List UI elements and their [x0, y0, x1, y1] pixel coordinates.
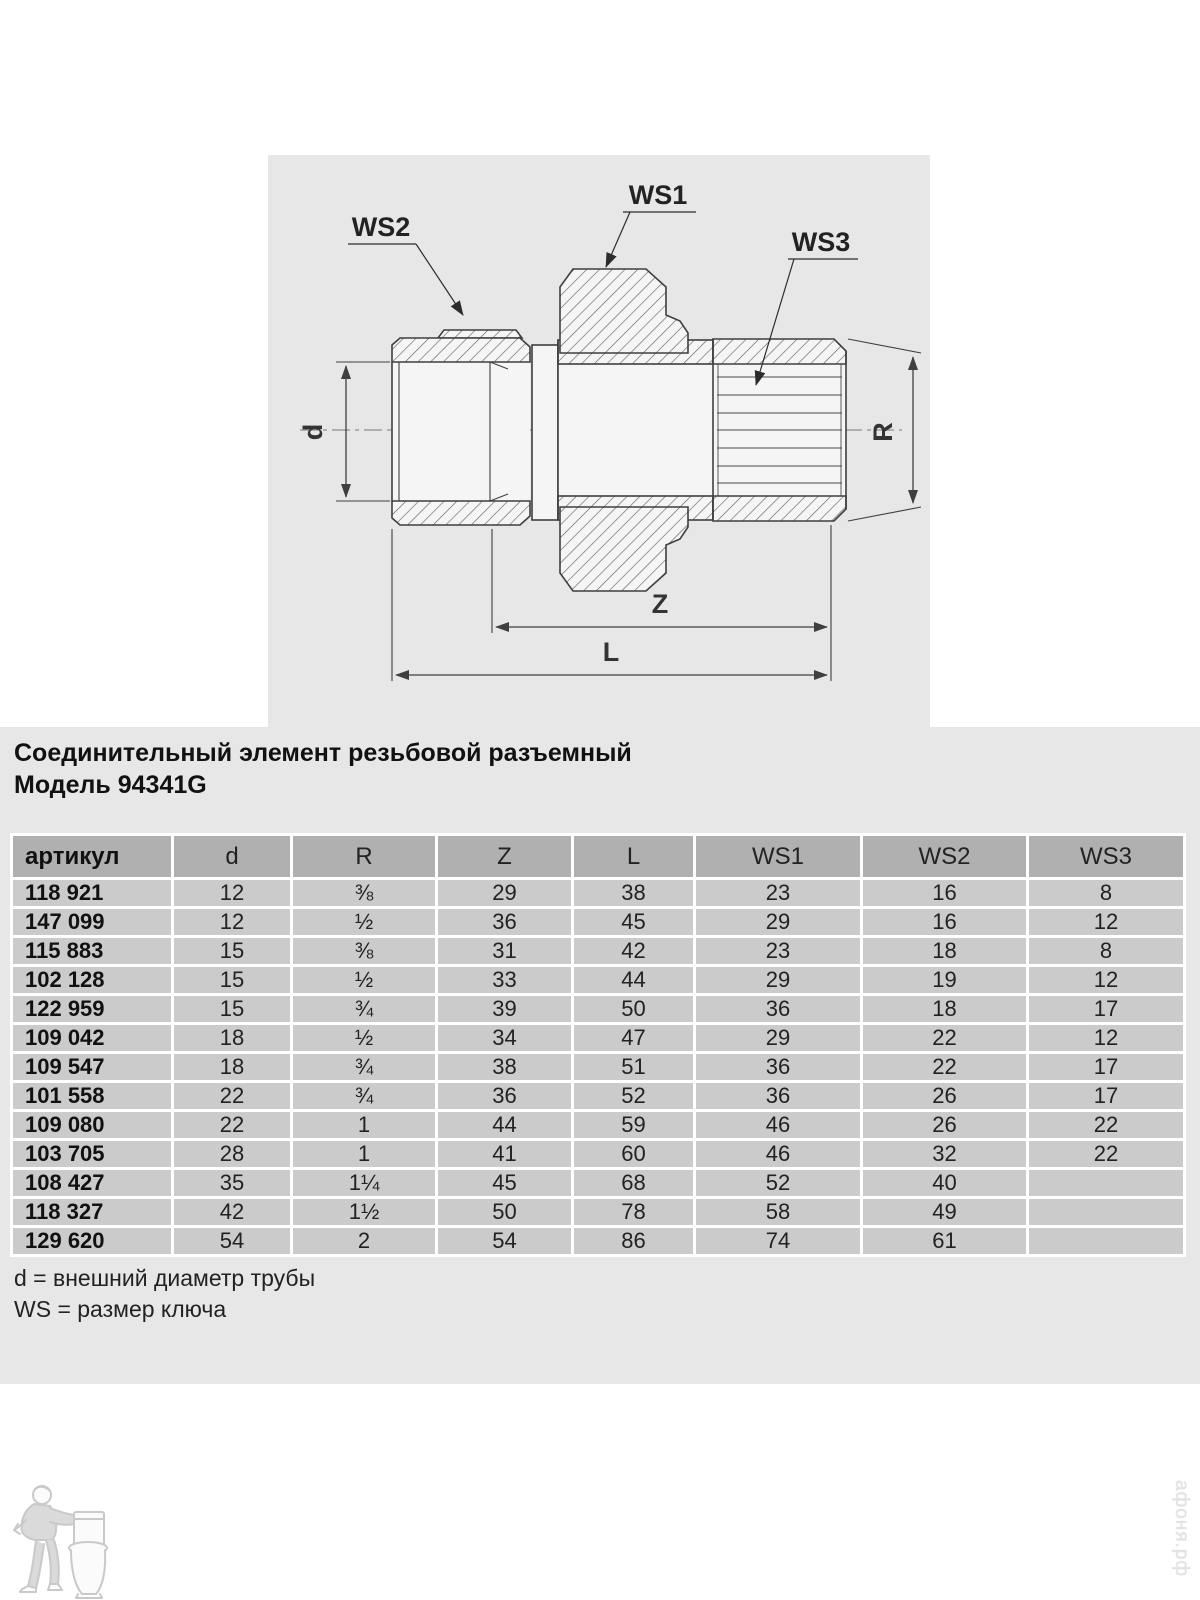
value-cell: 45: [438, 1170, 571, 1196]
column-header: WS3: [1029, 836, 1183, 877]
value-cell: 23: [696, 880, 860, 906]
table-row: [13, 1054, 1183, 1080]
footnotes: [14, 1263, 315, 1325]
value-cell: 12: [174, 909, 290, 935]
model-number: Модель 94341G: [14, 771, 207, 799]
value-cell: 36: [438, 1083, 571, 1109]
value-cell: 35: [174, 1170, 290, 1196]
table-row: [13, 1112, 1183, 1138]
ws3-label: WS3: [791, 227, 851, 257]
article-cell: 103 705: [13, 1141, 171, 1167]
value-cell: [1029, 1199, 1183, 1225]
article-cell: 147 099: [13, 909, 171, 935]
value-cell: 44: [438, 1112, 571, 1138]
right-socket: [713, 339, 846, 521]
column-header: Z: [438, 836, 571, 877]
value-cell: 1½: [293, 1199, 435, 1225]
dim-d: [336, 362, 390, 501]
value-cell: 47: [574, 1025, 693, 1051]
value-cell: 22: [1029, 1141, 1183, 1167]
table-row: [13, 909, 1183, 935]
value-cell: 26: [863, 1112, 1026, 1138]
spec-table: [10, 833, 1186, 1257]
value-cell: 12: [1029, 909, 1183, 935]
value-cell: 68: [574, 1170, 693, 1196]
value-cell: 2: [293, 1228, 435, 1254]
value-cell: 19: [863, 967, 1026, 993]
value-cell: 78: [574, 1199, 693, 1225]
ws2-label: WS2: [351, 212, 411, 242]
value-cell: 23: [696, 938, 860, 964]
value-cell: 45: [574, 909, 693, 935]
article-cell: 109 080: [13, 1112, 171, 1138]
value-cell: 36: [438, 909, 571, 935]
value-cell: 29: [696, 967, 860, 993]
table-row: [13, 1170, 1183, 1196]
value-cell: 17: [1029, 1083, 1183, 1109]
column-header: R: [293, 836, 435, 877]
value-cell: 39: [438, 996, 571, 1022]
column-header: WS2: [863, 836, 1026, 877]
collar: [532, 345, 558, 520]
article-cell: 109 042: [13, 1025, 171, 1051]
value-cell: 22: [174, 1083, 290, 1109]
article-cell: 109 547: [13, 1054, 171, 1080]
column-header: L: [574, 836, 693, 877]
value-cell: ⅜: [293, 880, 435, 906]
dim-z-label: Z: [651, 589, 669, 619]
page-title: Соединительный элемент резьбовой разъемный: [14, 739, 632, 767]
value-cell: ⅜: [293, 938, 435, 964]
diagram-panel: [268, 155, 930, 727]
value-cell: 16: [863, 880, 1026, 906]
table-row: [13, 880, 1183, 906]
plumber-watermark-logo: [12, 1482, 132, 1600]
value-cell: 54: [438, 1228, 571, 1254]
value-cell: 26: [863, 1083, 1026, 1109]
article-cell: 115 883: [13, 938, 171, 964]
value-cell: 15: [174, 996, 290, 1022]
article-cell: 122 959: [13, 996, 171, 1022]
value-cell: 29: [696, 909, 860, 935]
value-cell: 52: [696, 1170, 860, 1196]
value-cell: 17: [1029, 996, 1183, 1022]
value-cell: 22: [174, 1112, 290, 1138]
value-cell: 31: [438, 938, 571, 964]
value-cell: 15: [174, 938, 290, 964]
table-body: [13, 880, 1183, 1254]
table-row: [13, 1083, 1183, 1109]
table-row: [13, 996, 1183, 1022]
table-row: [13, 1025, 1183, 1051]
value-cell: ¾: [293, 1083, 435, 1109]
value-cell: 17: [1029, 1054, 1183, 1080]
article-cell: 102 128: [13, 967, 171, 993]
value-cell: 33: [438, 967, 571, 993]
note-d: d = внешний диаметр трубы: [14, 1265, 316, 1291]
table-row: [13, 1199, 1183, 1225]
article-cell: 101 558: [13, 1083, 171, 1109]
value-cell: 32: [863, 1141, 1026, 1167]
title-block: [14, 737, 632, 801]
value-cell: 50: [438, 1199, 571, 1225]
value-cell: 40: [863, 1170, 1026, 1196]
value-cell: ½: [293, 1025, 435, 1051]
value-cell: 18: [863, 996, 1026, 1022]
value-cell: 46: [696, 1112, 860, 1138]
value-cell: 74: [696, 1228, 860, 1254]
value-cell: 8: [1029, 938, 1183, 964]
value-cell: 61: [863, 1228, 1026, 1254]
value-cell: 22: [1029, 1112, 1183, 1138]
value-cell: 86: [574, 1228, 693, 1254]
table-row: [13, 1141, 1183, 1167]
table-row: [13, 1228, 1183, 1254]
value-cell: 12: [1029, 1025, 1183, 1051]
ws1-leader: [606, 212, 696, 267]
value-cell: 51: [574, 1054, 693, 1080]
value-cell: 54: [174, 1228, 290, 1254]
value-cell: 36: [696, 996, 860, 1022]
value-cell: 22: [863, 1054, 1026, 1080]
value-cell: 29: [696, 1025, 860, 1051]
value-cell: ½: [293, 909, 435, 935]
fitting-section-drawing: [268, 155, 930, 727]
left-socket: [392, 330, 530, 525]
value-cell: 1: [293, 1112, 435, 1138]
column-header: d: [174, 836, 290, 877]
value-cell: 42: [174, 1199, 290, 1225]
value-cell: [1029, 1170, 1183, 1196]
article-cell: 108 427: [13, 1170, 171, 1196]
ws1-label: WS1: [628, 180, 688, 210]
value-cell: 59: [574, 1112, 693, 1138]
table-row: [13, 938, 1183, 964]
column-header-article: артикул: [13, 836, 171, 877]
value-cell: 38: [438, 1054, 571, 1080]
value-cell: 36: [696, 1083, 860, 1109]
table-header: [13, 836, 1183, 877]
value-cell: 46: [696, 1141, 860, 1167]
value-cell: 50: [574, 996, 693, 1022]
value-cell: 1: [293, 1141, 435, 1167]
table-row: [13, 967, 1183, 993]
value-cell: 49: [863, 1199, 1026, 1225]
value-cell: 18: [863, 938, 1026, 964]
value-cell: [1029, 1228, 1183, 1254]
note-ws: WS = размер ключа: [14, 1296, 227, 1322]
value-cell: ¾: [293, 1054, 435, 1080]
dim-r-label: R: [868, 422, 898, 442]
value-cell: 42: [574, 938, 693, 964]
value-cell: 34: [438, 1025, 571, 1051]
value-cell: 29: [438, 880, 571, 906]
value-cell: 41: [438, 1141, 571, 1167]
value-cell: 15: [174, 967, 290, 993]
site-watermark: афоня.рф: [1171, 1480, 1192, 1578]
value-cell: 44: [574, 967, 693, 993]
value-cell: 18: [174, 1054, 290, 1080]
value-cell: ½: [293, 967, 435, 993]
value-cell: 16: [863, 909, 1026, 935]
article-cell: 118 327: [13, 1199, 171, 1225]
value-cell: 28: [174, 1141, 290, 1167]
dim-d-label: d: [298, 423, 328, 441]
content-band: [0, 727, 1200, 1384]
value-cell: 12: [174, 880, 290, 906]
value-cell: ¾: [293, 996, 435, 1022]
value-cell: 12: [1029, 967, 1183, 993]
value-cell: 22: [863, 1025, 1026, 1051]
value-cell: 58: [696, 1199, 860, 1225]
value-cell: 18: [174, 1025, 290, 1051]
article-cell: 118 921: [13, 880, 171, 906]
adapter-body: [558, 340, 713, 520]
dim-l-label: L: [602, 637, 620, 667]
ws2-leader: [348, 244, 463, 315]
value-cell: 52: [574, 1083, 693, 1109]
value-cell: 8: [1029, 880, 1183, 906]
column-header: WS1: [696, 836, 860, 877]
article-cell: 129 620: [13, 1228, 171, 1254]
value-cell: 60: [574, 1141, 693, 1167]
value-cell: 36: [696, 1054, 860, 1080]
value-cell: 38: [574, 880, 693, 906]
value-cell: 1¼: [293, 1170, 435, 1196]
